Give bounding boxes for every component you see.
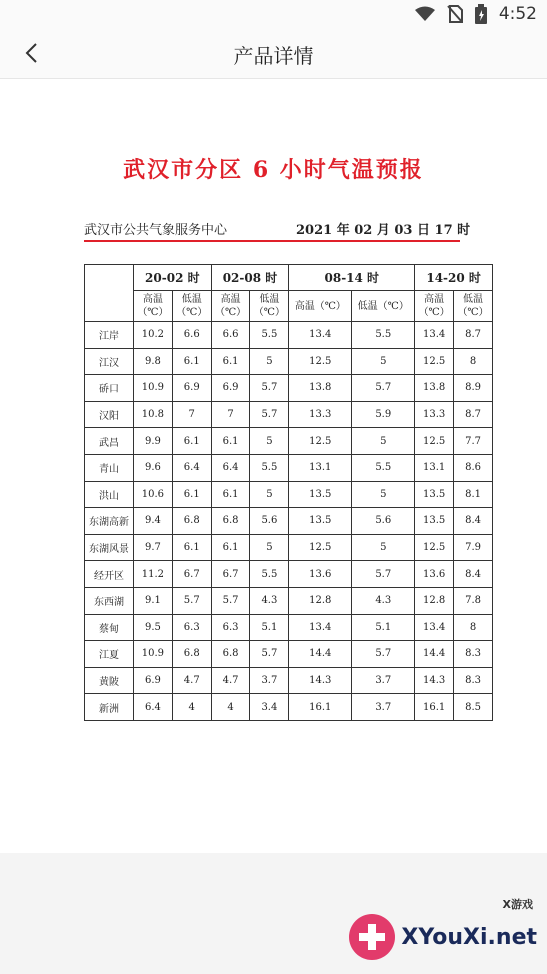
table-row bbox=[85, 694, 493, 721]
temperature-cell: 5.7 bbox=[211, 587, 250, 614]
district-name-cell: 江岸 bbox=[85, 322, 134, 349]
wifi-icon bbox=[415, 6, 435, 22]
temperature-cell: 5.1 bbox=[352, 614, 415, 641]
sub-header-cell bbox=[211, 291, 250, 322]
temperature-cell: 8 bbox=[454, 348, 493, 375]
temperature-cell: 9.1 bbox=[134, 587, 173, 614]
temperature-cell: 4.7 bbox=[211, 667, 250, 694]
status-icons bbox=[415, 4, 537, 24]
temperature-cell: 5.1 bbox=[250, 614, 289, 641]
table-row bbox=[85, 322, 493, 349]
sub-header-unit: （℃） bbox=[137, 307, 169, 318]
temperature-cell: 5.5 bbox=[250, 454, 289, 481]
temperature-cell: 8.4 bbox=[454, 508, 493, 535]
temperature-cell: 6.4 bbox=[211, 454, 250, 481]
district-name-cell: 新洲 bbox=[85, 694, 134, 721]
temperature-cell: 5.7 bbox=[250, 375, 289, 402]
temperature-cell: 4.3 bbox=[352, 587, 415, 614]
temperature-cell: 9.4 bbox=[134, 508, 173, 535]
temperature-cell: 5.9 bbox=[352, 401, 415, 428]
sub-header-cell bbox=[454, 291, 493, 322]
temperature-cell: 12.8 bbox=[415, 587, 454, 614]
temperature-cell: 6.1 bbox=[211, 428, 250, 455]
temperature-cell: 12.5 bbox=[289, 428, 352, 455]
table-row bbox=[85, 587, 493, 614]
table-row bbox=[85, 454, 493, 481]
district-name-cell: 蔡甸 bbox=[85, 614, 134, 641]
sub-header-label: 低温（℃） bbox=[357, 300, 409, 312]
title-divider bbox=[84, 240, 460, 242]
sub-header-label: 高温 bbox=[424, 294, 445, 305]
sub-header-unit: （℃） bbox=[214, 307, 247, 318]
temperature-cell: 7 bbox=[172, 401, 211, 428]
battery-icon bbox=[475, 4, 487, 24]
temperature-cell: 16.1 bbox=[289, 694, 352, 721]
sub-header-unit: （℃） bbox=[176, 307, 208, 318]
temperature-cell: 13.4 bbox=[289, 322, 352, 349]
temperature-cell: 5 bbox=[352, 481, 415, 508]
temperature-cell: 5 bbox=[352, 534, 415, 561]
temperature-cell: 6.7 bbox=[211, 561, 250, 588]
temperature-cell: 13.4 bbox=[415, 322, 454, 349]
temperature-cell: 6.1 bbox=[172, 534, 211, 561]
temperature-cell: 8.5 bbox=[454, 694, 493, 721]
temperature-cell: 10.2 bbox=[134, 322, 173, 349]
temperature-cell: 7 bbox=[211, 401, 250, 428]
temperature-cell: 14.3 bbox=[415, 667, 454, 694]
sub-header-cell bbox=[250, 291, 289, 322]
temperature-cell: 5.7 bbox=[172, 587, 211, 614]
temperature-cell: 13.8 bbox=[289, 375, 352, 402]
gamepad-logo-icon bbox=[349, 914, 395, 960]
sub-header-cell bbox=[289, 291, 352, 322]
temperature-cell: 9.8 bbox=[134, 348, 173, 375]
temperature-cell: 5 bbox=[352, 428, 415, 455]
temperature-cell: 13.3 bbox=[415, 401, 454, 428]
watermark bbox=[349, 914, 537, 960]
temperature-cell: 5 bbox=[250, 481, 289, 508]
temperature-cell: 5.6 bbox=[250, 508, 289, 535]
temperature-cell: 12.5 bbox=[289, 348, 352, 375]
district-name-cell: 洪山 bbox=[85, 481, 134, 508]
temperature-cell: 12.5 bbox=[289, 534, 352, 561]
temperature-cell: 13.5 bbox=[415, 481, 454, 508]
page-title: 产品详情 bbox=[233, 44, 314, 68]
sub-header-cell bbox=[172, 291, 211, 322]
district-name-cell: 江夏 bbox=[85, 641, 134, 668]
temperature-cell: 13.6 bbox=[415, 561, 454, 588]
sub-header-unit: （℃） bbox=[253, 307, 285, 318]
sub-header-cell bbox=[134, 291, 173, 322]
sub-header-label: 低温 bbox=[181, 294, 202, 305]
report-title: 武汉市分区 6 小时气温预报 bbox=[123, 157, 424, 183]
district-name-cell: 硚口 bbox=[85, 375, 134, 402]
table-row bbox=[85, 348, 493, 375]
table-row bbox=[85, 667, 493, 694]
temperature-cell: 13.5 bbox=[289, 481, 352, 508]
table-row bbox=[85, 641, 493, 668]
temperature-cell: 6.8 bbox=[172, 508, 211, 535]
temperature-cell: 8.7 bbox=[454, 401, 493, 428]
temperature-cell: 6.6 bbox=[211, 322, 250, 349]
forecast-table bbox=[84, 264, 493, 721]
temperature-cell: 3.4 bbox=[250, 694, 289, 721]
temperature-cell: 16.1 bbox=[415, 694, 454, 721]
temperature-cell: 3.7 bbox=[352, 667, 415, 694]
temperature-cell: 6.9 bbox=[134, 667, 173, 694]
temperature-cell: 6.1 bbox=[211, 348, 250, 375]
temperature-cell: 7.8 bbox=[454, 587, 493, 614]
district-name-cell: 汉阳 bbox=[85, 401, 134, 428]
sub-header-cell bbox=[352, 291, 415, 322]
temperature-cell: 6.8 bbox=[211, 508, 250, 535]
sub-header-unit: （℃） bbox=[418, 307, 450, 318]
period-header: 14-20 时 bbox=[415, 265, 493, 291]
temperature-cell: 4 bbox=[211, 694, 250, 721]
temperature-cell: 14.3 bbox=[289, 667, 352, 694]
temperature-cell: 13.6 bbox=[289, 561, 352, 588]
sub-header-label: 高温 bbox=[220, 294, 241, 305]
temperature-cell: 8.3 bbox=[454, 641, 493, 668]
district-name-cell: 武昌 bbox=[85, 428, 134, 455]
temperature-cell: 5.7 bbox=[352, 561, 415, 588]
temperature-cell: 13.5 bbox=[289, 508, 352, 535]
district-name-cell: 东湖高新 bbox=[85, 508, 134, 535]
temperature-cell: 5 bbox=[250, 534, 289, 561]
temperature-cell: 8.7 bbox=[454, 322, 493, 349]
temperature-cell: 13.1 bbox=[415, 454, 454, 481]
table-row bbox=[85, 534, 493, 561]
temperature-cell: 12.5 bbox=[415, 348, 454, 375]
temperature-cell: 6.9 bbox=[172, 375, 211, 402]
temperature-cell: 6.1 bbox=[172, 428, 211, 455]
temperature-cell: 6.1 bbox=[172, 348, 211, 375]
temperature-cell: 11.2 bbox=[134, 561, 173, 588]
temperature-cell: 6.9 bbox=[211, 375, 250, 402]
district-name-cell: 东湖风景 bbox=[85, 534, 134, 561]
temperature-cell: 5.7 bbox=[250, 401, 289, 428]
temperature-cell: 8.6 bbox=[454, 454, 493, 481]
temperature-cell: 13.4 bbox=[289, 614, 352, 641]
report-datetime: 2021 年 02 月 03 日 17 时 bbox=[296, 223, 471, 238]
temperature-cell: 5.5 bbox=[250, 561, 289, 588]
table-row bbox=[85, 375, 493, 402]
temperature-cell: 7.9 bbox=[454, 534, 493, 561]
temperature-cell: 8.1 bbox=[454, 481, 493, 508]
temperature-cell: 8.9 bbox=[454, 375, 493, 402]
temperature-cell: 6.8 bbox=[211, 641, 250, 668]
temperature-cell: 5.5 bbox=[352, 454, 415, 481]
district-name-cell: 青山 bbox=[85, 454, 134, 481]
temperature-cell: 8 bbox=[454, 614, 493, 641]
temperature-cell: 6.1 bbox=[211, 481, 250, 508]
temperature-cell: 3.7 bbox=[352, 694, 415, 721]
temperature-cell: 10.9 bbox=[134, 641, 173, 668]
temperature-cell: 5.5 bbox=[352, 322, 415, 349]
temperature-cell: 6.8 bbox=[172, 641, 211, 668]
temperature-cell: 5.7 bbox=[250, 641, 289, 668]
temperature-cell: 9.7 bbox=[134, 534, 173, 561]
sub-header-label: 低温 bbox=[259, 294, 280, 305]
bottom-blank-area bbox=[0, 853, 547, 974]
temperature-cell: 7.7 bbox=[454, 428, 493, 455]
temperature-cell: 10.8 bbox=[134, 401, 173, 428]
app-bar bbox=[0, 30, 547, 79]
temperature-cell: 5.5 bbox=[250, 322, 289, 349]
temperature-cell: 6.4 bbox=[134, 694, 173, 721]
temperature-cell: 12.5 bbox=[415, 428, 454, 455]
no-sim-icon bbox=[447, 5, 463, 23]
product-document bbox=[0, 79, 547, 853]
temperature-cell: 9.5 bbox=[134, 614, 173, 641]
temperature-cell: 14.4 bbox=[415, 641, 454, 668]
temperature-cell: 5.7 bbox=[352, 641, 415, 668]
district-name-cell: 江汉 bbox=[85, 348, 134, 375]
district-name-cell: 东西湖 bbox=[85, 587, 134, 614]
district-name-cell: 黄陂 bbox=[85, 667, 134, 694]
sub-header-cell bbox=[415, 291, 454, 322]
sub-header-label: 低温 bbox=[463, 294, 484, 305]
temperature-cell: 12.8 bbox=[289, 587, 352, 614]
temperature-cell: 4.7 bbox=[172, 667, 211, 694]
table-row bbox=[85, 508, 493, 535]
table-row bbox=[85, 481, 493, 508]
temperature-cell: 3.7 bbox=[250, 667, 289, 694]
temperature-cell: 10.6 bbox=[134, 481, 173, 508]
status-bar bbox=[0, 0, 547, 30]
temperature-cell: 13.4 bbox=[415, 614, 454, 641]
table-row bbox=[85, 401, 493, 428]
temperature-cell: 4 bbox=[172, 694, 211, 721]
temperature-cell: 5.7 bbox=[352, 375, 415, 402]
report-organization: 武汉市公共气象服务中心 bbox=[84, 223, 228, 238]
table-row bbox=[85, 614, 493, 641]
district-name-cell: 经开区 bbox=[85, 561, 134, 588]
period-header: 02-08 时 bbox=[211, 265, 289, 291]
sub-header-unit: （℃） bbox=[457, 307, 489, 318]
table-row bbox=[85, 561, 493, 588]
temperature-cell: 6.1 bbox=[172, 481, 211, 508]
temperature-cell: 9.6 bbox=[134, 454, 173, 481]
temperature-cell: 13.3 bbox=[289, 401, 352, 428]
status-time: 4:52 bbox=[498, 4, 537, 24]
temperature-cell: 10.9 bbox=[134, 375, 173, 402]
table-row bbox=[85, 428, 493, 455]
temperature-cell: 4.3 bbox=[250, 587, 289, 614]
temperature-cell: 13.5 bbox=[415, 508, 454, 535]
temperature-cell: 13.8 bbox=[415, 375, 454, 402]
temperature-cell: 13.1 bbox=[289, 454, 352, 481]
temperature-cell: 9.9 bbox=[134, 428, 173, 455]
watermark-text: XYouXi.net bbox=[401, 924, 537, 950]
temperature-cell: 6.7 bbox=[172, 561, 211, 588]
period-header: 20-02 时 bbox=[134, 265, 212, 291]
temperature-cell: 5.6 bbox=[352, 508, 415, 535]
sub-header-label: 高温 bbox=[142, 294, 163, 305]
sub-header-label: 高温（℃） bbox=[294, 300, 346, 312]
temperature-cell: 8.4 bbox=[454, 561, 493, 588]
temperature-cell: 12.5 bbox=[415, 534, 454, 561]
watermark-small-text: X游戏 bbox=[502, 898, 533, 911]
temperature-cell: 5 bbox=[352, 348, 415, 375]
temperature-cell: 5 bbox=[250, 348, 289, 375]
period-header: 08-14 时 bbox=[289, 265, 415, 291]
temperature-cell: 8.3 bbox=[454, 667, 493, 694]
temperature-cell: 6.3 bbox=[211, 614, 250, 641]
temperature-cell: 5 bbox=[250, 428, 289, 455]
temperature-cell: 6.1 bbox=[211, 534, 250, 561]
temperature-cell: 6.6 bbox=[172, 322, 211, 349]
temperature-cell: 6.4 bbox=[172, 454, 211, 481]
temperature-cell: 6.3 bbox=[172, 614, 211, 641]
corner-cell bbox=[85, 265, 134, 322]
temperature-cell: 14.4 bbox=[289, 641, 352, 668]
